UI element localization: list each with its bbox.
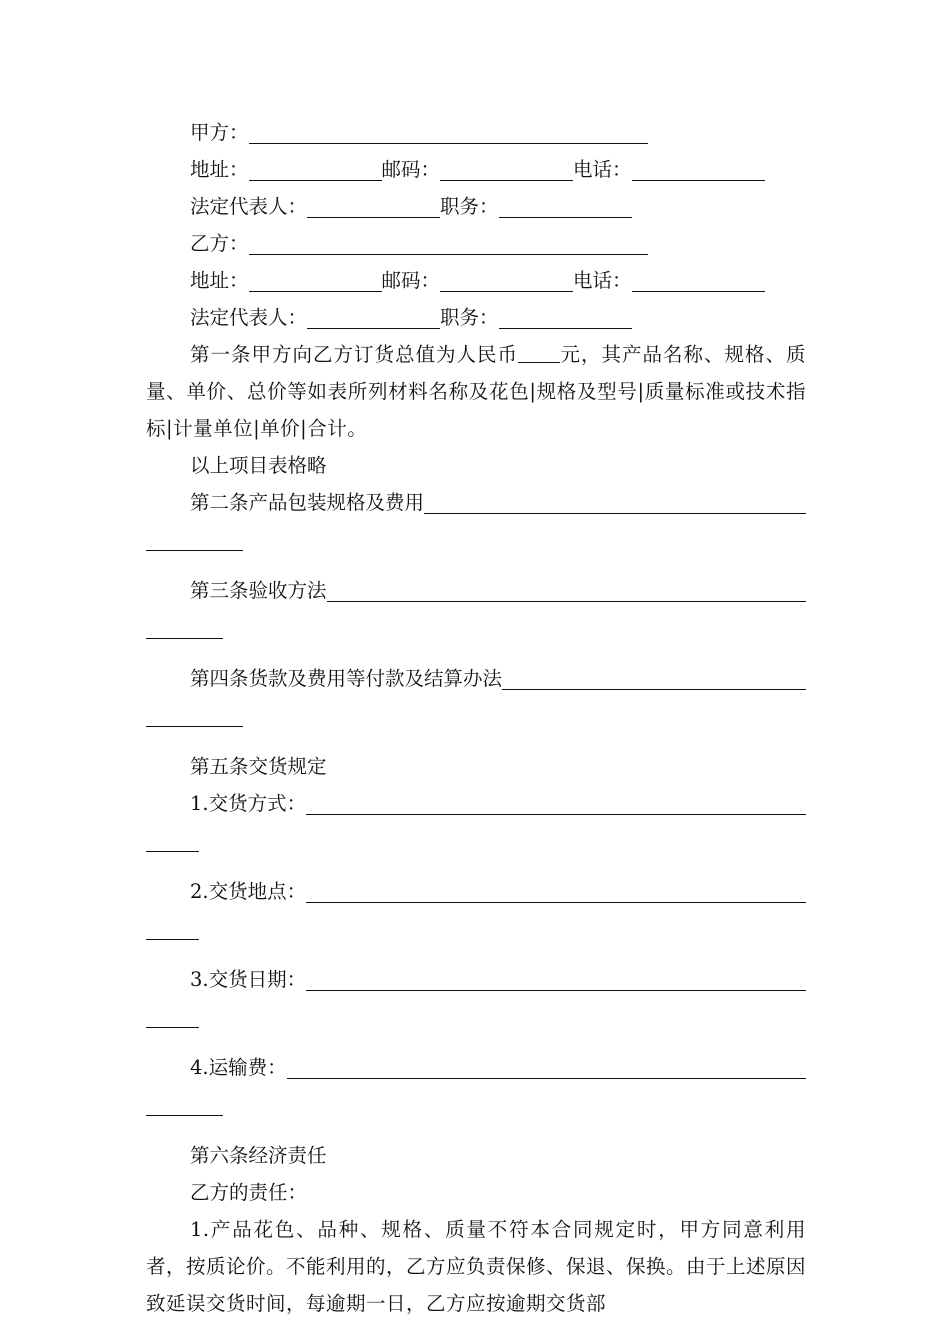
party-b-title-label: 职务： [440, 306, 499, 329]
delivery-date-blank[interactable] [306, 989, 806, 991]
party-a-postcode-blank[interactable] [440, 179, 573, 181]
article-3-blank-tail[interactable] [146, 637, 223, 639]
party-b-rep-line [146, 299, 806, 336]
party-a-title-blank[interactable] [499, 216, 632, 218]
article-1-after: 元，其产品名称、规格、质量、单价、总价等如表所列材料名称及花色|规格及型号|质量标准或技术指标|计量单位|单价|合计。 [146, 343, 806, 440]
party-b-rep-blank[interactable] [307, 327, 440, 329]
article-2-tail-line [146, 521, 806, 558]
article-6-title-line [146, 1137, 806, 1174]
article-3-line [146, 572, 806, 609]
freight-blank-tail[interactable] [146, 1114, 223, 1116]
delivery-method-line [146, 785, 806, 822]
delivery-date-blank-tail[interactable] [146, 1026, 199, 1028]
delivery-place-line [146, 873, 806, 910]
contract-page [146, 114, 806, 1322]
article-1-amount-blank[interactable] [518, 361, 560, 363]
party-a-name-line [146, 114, 806, 151]
party-a-rep-label: 法定代表人： [190, 195, 308, 218]
freight-line [146, 1049, 806, 1086]
article-3-blank[interactable] [327, 600, 806, 602]
party-b-duty-line [146, 1174, 806, 1211]
party-a-rep-line [146, 188, 806, 225]
article-2-title: 第二条产品包装规格及费用 [190, 491, 425, 514]
article-5-title: 第五条交货规定 [190, 755, 327, 778]
table-note-text: 以上项目表格略 [190, 454, 327, 477]
party-a-rep-blank[interactable] [307, 216, 440, 218]
party-b-name-line [146, 225, 806, 262]
party-b-title-blank[interactable] [499, 327, 632, 329]
article-2-blank[interactable] [424, 512, 806, 514]
article-3-tail-line [146, 609, 806, 646]
delivery-method-label: 1.交货方式： [190, 792, 307, 815]
article-4-title: 第四条货款及费用等付款及结算办法 [190, 667, 503, 690]
party-a-name-blank[interactable] [249, 142, 648, 144]
delivery-date-tail-line [146, 998, 806, 1035]
party-b-name-label: 乙方： [190, 232, 249, 255]
party-b-phone-label: 电话： [573, 269, 632, 292]
article-6-title: 第六条经济责任 [190, 1144, 327, 1167]
party-a-phone-blank[interactable] [632, 179, 765, 181]
freight-label: 4.运输费： [190, 1056, 287, 1079]
table-note [146, 447, 806, 484]
article-4-tail-line [146, 697, 806, 734]
party-a-postcode-label: 邮码： [381, 158, 441, 181]
delivery-place-blank-tail[interactable] [146, 938, 199, 940]
delivery-method-blank[interactable] [306, 813, 806, 815]
party-a-address-blank[interactable] [249, 179, 382, 181]
party-b-duty-heading: 乙方的责任： [190, 1181, 308, 1204]
article-1-before: 第一条甲方向乙方订货总值为人民币 [190, 343, 518, 366]
article-3-title: 第三条验收方法 [190, 579, 327, 602]
party-a-name-label: 甲方： [190, 121, 249, 144]
article-4-blank[interactable] [502, 688, 806, 690]
article-2-blank-tail[interactable] [146, 549, 243, 551]
party-b-postcode-label: 邮码： [381, 269, 441, 292]
party-b-address-line [146, 262, 806, 299]
article-1 [146, 336, 806, 447]
party-a-phone-label: 电话： [573, 158, 632, 181]
delivery-place-tail-line [146, 910, 806, 947]
delivery-date-label: 3.交货日期： [190, 968, 307, 991]
delivery-place-blank[interactable] [306, 901, 806, 903]
delivery-place-label: 2.交货地点： [190, 880, 307, 903]
party-b-address-label: 地址： [190, 269, 249, 292]
article-4-blank-tail[interactable] [146, 725, 243, 727]
article-2-line [146, 484, 806, 521]
party-b-phone-blank[interactable] [632, 290, 765, 292]
party-b-postcode-blank[interactable] [440, 290, 573, 292]
delivery-method-blank-tail[interactable] [146, 850, 199, 852]
party-a-address-label: 地址： [190, 158, 249, 181]
party-a-address-line [146, 151, 806, 188]
delivery-method-tail-line [146, 822, 806, 859]
party-a-title-label: 职务： [440, 195, 499, 218]
freight-tail-line [146, 1086, 806, 1123]
party-b-name-blank[interactable] [249, 253, 648, 255]
article-6-item-1: 1.产品花色、品种、规格、质量不符本合同规定时，甲方同意利用者，按质论价。不能利用的，乙方应负责保修、保退、保换。由于上述原因致延误交货时间，每逾期一日，乙方应按逾期交货部 [146, 1218, 807, 1315]
party-b-rep-label: 法定代表人： [190, 306, 308, 329]
party-b-address-blank[interactable] [249, 290, 382, 292]
delivery-date-line [146, 961, 806, 998]
article-5-title-line [146, 748, 806, 785]
article-4-line [146, 660, 806, 697]
freight-blank[interactable] [287, 1077, 806, 1079]
